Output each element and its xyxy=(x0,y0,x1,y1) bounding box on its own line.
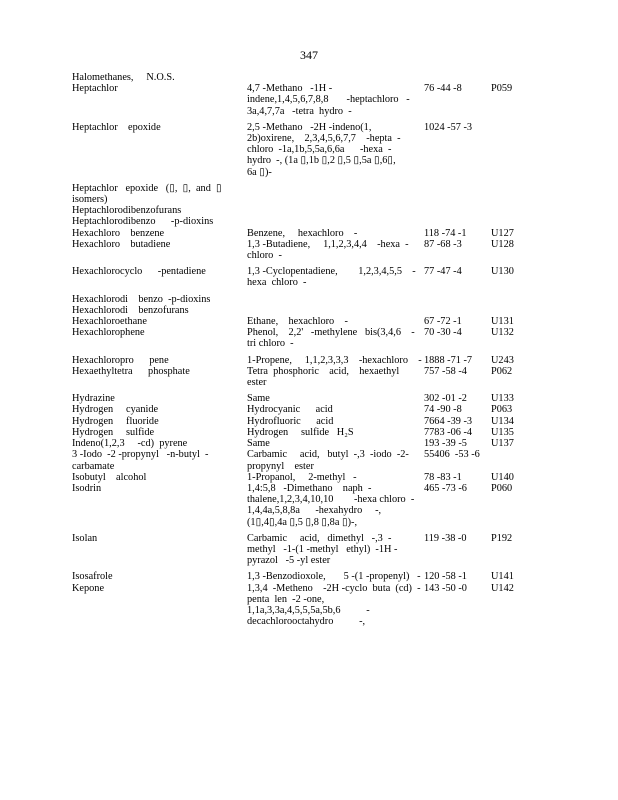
chemical-name-line: Heptachlor xyxy=(72,83,118,95)
table-row xyxy=(72,72,542,83)
cas-number-value: 120 -58 -1 xyxy=(424,571,467,583)
cas-number-value: 193 -39 -5 xyxy=(424,438,467,450)
chemical-abstracts-name xyxy=(247,183,424,205)
chemical-abstracts-name-line: Ethane, hexachloro - xyxy=(247,316,348,328)
page-number: 347 xyxy=(300,48,318,62)
cas-number-value: 302 -01 -2 xyxy=(424,393,467,405)
chemical-name-line: Isobutyl alcohol xyxy=(72,471,147,483)
cas-number xyxy=(424,427,491,438)
cas-number-value: 76 -44 -8 xyxy=(424,83,462,95)
hazardous-waste-code xyxy=(491,83,531,117)
chemical-name xyxy=(72,393,247,404)
cas-number xyxy=(424,183,491,205)
chemical-name-line: Hexachloropro pene xyxy=(72,354,169,366)
hazardous-waste-code xyxy=(491,427,531,438)
chemical-abstracts-name xyxy=(247,305,424,316)
chemical-abstracts-name-line: thalene,1,2,3,4,10,10 -hexa chloro - xyxy=(247,494,415,506)
chemical-abstracts-name-line: Hydrocyanic acid xyxy=(247,404,333,416)
table-row xyxy=(72,355,542,366)
chemical-abstracts-name xyxy=(247,122,424,178)
chemical-table xyxy=(72,72,542,632)
hazardous-waste-code xyxy=(491,205,531,216)
chemical-name-line: Hexachlorocyclo -pentadiene xyxy=(72,266,206,278)
cas-number xyxy=(424,228,491,239)
hazardous-waste-code-value: U243 xyxy=(491,354,514,366)
cas-number xyxy=(424,294,491,305)
chemical-name-line: Hexachlorodi benzo -p-dioxins xyxy=(72,293,211,305)
chemical-abstracts-name-line: Carbamic acid, butyl -,3 -iodo -2- xyxy=(247,449,409,461)
chemical-abstracts-name-line: pyrazol -5 -yl ester xyxy=(247,555,331,567)
cas-number xyxy=(424,216,491,227)
hazardous-waste-code xyxy=(491,266,531,288)
hazardous-waste-code-value: U141 xyxy=(491,571,514,583)
cas-number-value: 67 -72 -1 xyxy=(424,316,462,328)
chemical-abstracts-name-line: 1,4:5,8 -Dimethano naph - xyxy=(247,482,372,494)
chemical-name xyxy=(72,366,247,388)
chemical-name xyxy=(72,305,247,316)
chemical-name xyxy=(72,327,247,349)
hazardous-waste-code xyxy=(491,483,531,528)
chemical-abstracts-name xyxy=(247,449,424,471)
chemical-abstracts-name-line: 2b)oxirene, 2,3,4,5,6,7,7 -hepta - xyxy=(247,133,401,145)
hazardous-waste-code xyxy=(491,294,531,305)
cas-number-value: 55406 -53 -6 xyxy=(424,449,480,461)
hazardous-waste-code-value: U134 xyxy=(491,415,514,427)
chemical-abstracts-name-line: chloro -1a,1b,5,5a,6,6a -hexa - xyxy=(247,144,392,156)
cas-number xyxy=(424,483,491,528)
chemical-abstracts-name xyxy=(247,205,424,216)
chemical-abstracts-name-line: 1,3 -Cyclopentadiene, 1,2,3,4,5,5 - xyxy=(247,266,416,278)
chemical-name xyxy=(72,583,247,628)
hazardous-waste-code-value: U131 xyxy=(491,316,514,328)
chemical-name-line: Heptachlor epoxide xyxy=(72,121,161,133)
chemical-abstracts-name xyxy=(247,393,424,404)
chemical-name xyxy=(72,533,247,567)
chemical-abstracts-name-line: 1-Propanol, 2-methyl - xyxy=(247,471,357,483)
chemical-abstracts-name xyxy=(247,83,424,117)
chemical-abstracts-name-line: methyl -1-(1 -methyl ethyl) -1H - xyxy=(247,543,398,555)
cas-number xyxy=(424,83,491,117)
hazardous-waste-code xyxy=(491,449,531,471)
chemical-abstracts-name-line: hexa chloro - xyxy=(247,277,307,289)
chemical-abstracts-name xyxy=(247,438,424,449)
table-row xyxy=(72,327,542,349)
hazardous-waste-code-value: U130 xyxy=(491,266,514,278)
hazardous-waste-code xyxy=(491,228,531,239)
chemical-name xyxy=(72,122,247,178)
chemical-name-line: Isosafrole xyxy=(72,571,113,583)
table-row xyxy=(72,416,542,427)
cas-number-value: 465 -73 -6 xyxy=(424,482,467,494)
hazardous-waste-code xyxy=(491,239,531,261)
cas-number xyxy=(424,72,491,83)
table-row xyxy=(72,216,542,227)
hazardous-waste-code-value: P059 xyxy=(491,83,513,95)
chemical-abstracts-name xyxy=(247,316,424,327)
table-row xyxy=(72,83,542,117)
hazardous-waste-code-value: P060 xyxy=(491,482,513,494)
cas-number xyxy=(424,472,491,483)
chemical-abstracts-name-line: ester xyxy=(247,377,267,389)
chemical-abstracts-name-line: Tetra phosphoric acid, hexaethyl xyxy=(247,365,400,377)
chemical-name-line: Hexachlorodi benzofurans xyxy=(72,304,189,316)
chemical-abstracts-name-line: 4,7 -Methano -1H - xyxy=(247,83,333,95)
hazardous-waste-code-value: P062 xyxy=(491,365,513,377)
chemical-name xyxy=(72,83,247,117)
cas-number-value: 78 -83 -1 xyxy=(424,471,462,483)
cas-number-value: 87 -68 -3 xyxy=(424,238,462,250)
chemical-abstracts-name xyxy=(247,294,424,305)
chemical-abstracts-name-line: Hydrofluoric acid xyxy=(247,415,334,427)
hazardous-waste-code xyxy=(491,355,531,366)
cas-number xyxy=(424,393,491,404)
table-row xyxy=(72,393,542,404)
cas-number-value: 119 -38 -0 xyxy=(424,532,467,544)
table-row xyxy=(72,305,542,316)
hazardous-waste-code xyxy=(491,305,531,316)
chemical-abstracts-name-line: Carbamic acid, dimethyl -,3 - xyxy=(247,532,392,544)
cas-number xyxy=(424,305,491,316)
cas-number-value: 118 -74 -1 xyxy=(424,227,467,239)
table-row xyxy=(72,427,542,438)
chemical-abstracts-name-line: 2,5 -Methano -2H -indeno(1, xyxy=(247,121,372,133)
chemical-abstracts-name-line: Same xyxy=(247,393,270,405)
chemical-name-line: Hexachlorophene xyxy=(72,327,145,339)
hazardous-waste-code xyxy=(491,583,531,628)
hazardous-waste-code-value: U140 xyxy=(491,471,514,483)
cas-number xyxy=(424,327,491,349)
cas-number-value: 70 -30 -4 xyxy=(424,327,462,339)
chemical-abstracts-name-line: 6a ▯)- xyxy=(247,166,272,178)
chemical-name xyxy=(72,472,247,483)
table-row xyxy=(72,438,542,449)
hazardous-waste-code xyxy=(491,327,531,349)
hazardous-waste-code xyxy=(491,122,531,178)
chemical-name-line: Hexachloroethane xyxy=(72,316,147,328)
table-row xyxy=(72,366,542,388)
chemical-name xyxy=(72,239,247,261)
chemical-abstracts-name-line: 1,4,4a,5,8,8a -hexahydro -, xyxy=(247,505,382,517)
chemical-name-line: Halomethanes, N.O.S. xyxy=(72,72,175,83)
hazardous-waste-code xyxy=(491,472,531,483)
hazardous-waste-code xyxy=(491,316,531,327)
table-row xyxy=(72,404,542,415)
cas-number xyxy=(424,533,491,567)
chemical-name-line: Hexachloro butadiene xyxy=(72,238,171,250)
chemical-abstracts-name-line: Benzene, hexachloro - xyxy=(247,227,358,239)
chemical-abstracts-name-line: chloro - xyxy=(247,250,282,262)
chemical-name-line: Hydrazine xyxy=(72,393,115,405)
chemical-name xyxy=(72,316,247,327)
cas-number xyxy=(424,438,491,449)
chemical-abstracts-name-line: decachlorooctahydro -, xyxy=(247,616,366,628)
chemical-abstracts-name xyxy=(247,416,424,427)
cas-number xyxy=(424,583,491,628)
chemical-name xyxy=(72,416,247,427)
chemical-name xyxy=(72,427,247,438)
chemical-abstracts-name-line: 1,1a,3,3a,4,5,5,5a,5b,6 - xyxy=(247,604,370,616)
table-row xyxy=(72,583,542,628)
chemical-abstracts-name-line: 1,3,4 -Metheno -2H -cyclo buta (cd) - xyxy=(247,582,421,594)
hazardous-waste-code xyxy=(491,216,531,227)
chemical-abstracts-name xyxy=(247,228,424,239)
cas-number-value: 1888 -71 -7 xyxy=(424,354,473,366)
chemical-name xyxy=(72,72,247,83)
table-row xyxy=(72,266,542,288)
chemical-abstracts-name xyxy=(247,533,424,567)
chemical-abstracts-name xyxy=(247,72,424,83)
chemical-abstracts-name xyxy=(247,472,424,483)
hazardous-waste-code-value: U133 xyxy=(491,393,514,405)
chemical-name-line: Hexachloro benzene xyxy=(72,227,165,239)
chemical-abstracts-name xyxy=(247,366,424,388)
table-row xyxy=(72,472,542,483)
chemical-abstracts-name-line: 1-Propene, 1,1,2,3,3,3 -hexachloro - xyxy=(247,354,422,366)
cas-number xyxy=(424,416,491,427)
chemical-abstracts-name-line: propynyl ester xyxy=(247,460,314,472)
chemical-name xyxy=(72,404,247,415)
chemical-name xyxy=(72,483,247,528)
chemical-abstracts-name-line: 3a,4,7,7a -tetra hydro - xyxy=(247,105,352,117)
hazardous-waste-code-value: U128 xyxy=(491,238,514,250)
chemical-abstracts-name-line: Phenol, 2,2' -methylene bis(3,4,6 - xyxy=(247,327,415,339)
table-row xyxy=(72,316,542,327)
chemical-abstracts-name-line: tri chloro - xyxy=(247,338,294,350)
table-row xyxy=(72,228,542,239)
chemical-name xyxy=(72,266,247,288)
hazardous-waste-code-value: U132 xyxy=(491,327,514,339)
hazardous-waste-code xyxy=(491,571,531,582)
chemical-abstracts-name-line: Same xyxy=(247,438,270,450)
chemical-abstracts-name-line: penta len -2 -one, xyxy=(247,593,325,605)
chemical-name xyxy=(72,228,247,239)
chemical-name-line: Hydrogen sulfide xyxy=(72,426,155,438)
table-row xyxy=(72,205,542,216)
cas-number xyxy=(424,366,491,388)
chemical-name-line: 3 -Iodo -2 -propynyl -n-butyl - xyxy=(72,449,209,461)
table-row xyxy=(72,571,542,582)
cas-number xyxy=(424,205,491,216)
cas-number-value: 74 -90 -8 xyxy=(424,404,462,416)
chemical-name xyxy=(72,183,247,205)
chemical-name-line: Indeno(1,2,3 -cd) pyrene xyxy=(72,438,188,450)
cas-number xyxy=(424,355,491,366)
chemical-name-line: Isolan xyxy=(72,532,98,544)
hazardous-waste-code-value: U127 xyxy=(491,227,514,239)
hazardous-waste-code xyxy=(491,183,531,205)
chemical-abstracts-name xyxy=(247,427,424,438)
chemical-abstracts-name xyxy=(247,404,424,415)
chemical-abstracts-name-line: 1,3 -Benzodioxole, 5 -(1 -propenyl) - xyxy=(247,571,421,583)
chemical-name-line: Heptachlorodibenzo -p-dioxins xyxy=(72,216,214,228)
hazardous-waste-code-value: P192 xyxy=(491,532,513,544)
chemical-abstracts-name-line: hydro -, (1a ▯,1b ▯,2 ▯,5 ▯,5a ▯,6▯, xyxy=(247,155,396,167)
cas-number-value: 7783 -06 -4 xyxy=(424,426,473,438)
cas-number-value: 757 -58 -4 xyxy=(424,365,467,377)
chemical-abstracts-name xyxy=(247,355,424,366)
chemical-abstracts-name xyxy=(247,583,424,628)
table-row xyxy=(72,449,542,471)
chemical-name-line: Kepone xyxy=(72,582,105,594)
chemical-name xyxy=(72,571,247,582)
hazardous-waste-code xyxy=(491,533,531,567)
chemical-abstracts-name xyxy=(247,216,424,227)
table-row xyxy=(72,122,542,178)
hazardous-waste-code xyxy=(491,438,531,449)
chemical-name xyxy=(72,294,247,305)
table-row xyxy=(72,239,542,261)
hazardous-waste-code xyxy=(491,393,531,404)
chemical-name-line: carbamate xyxy=(72,460,115,472)
cas-number xyxy=(424,571,491,582)
chemical-abstracts-name xyxy=(247,266,424,288)
chemical-abstracts-name xyxy=(247,483,424,528)
hazardous-waste-code-value: U137 xyxy=(491,438,514,450)
cas-number xyxy=(424,404,491,415)
chemical-name-line: Hydrogen cyanide xyxy=(72,404,159,416)
chemical-abstracts-name-line: (1▯,4▯,4a ▯,5 ▯,8 ▯,8a ▯)-, xyxy=(247,516,358,528)
hazardous-waste-code xyxy=(491,366,531,388)
chemical-name xyxy=(72,449,247,471)
chemical-name xyxy=(72,216,247,227)
chemical-abstracts-name xyxy=(247,239,424,261)
cas-number xyxy=(424,449,491,471)
chemical-name-line: Hexaethyltetra phosphate xyxy=(72,365,190,377)
chemical-name-line: Heptachlorodibenzofurans xyxy=(72,205,182,217)
hazardous-waste-code-value: U135 xyxy=(491,426,514,438)
chemical-name-line: Heptachlor epoxide (▯, ▯, and ▯ xyxy=(72,182,222,194)
chemical-abstracts-name-line: indene,1,4,5,6,7,8,8 -heptachloro - xyxy=(247,94,410,106)
hazardous-waste-code xyxy=(491,72,531,83)
table-row xyxy=(72,533,542,567)
chemical-abstracts-name xyxy=(247,571,424,582)
chemical-abstracts-name-line: 1,3 -Butadiene, 1,1,2,3,4,4 -hexa - xyxy=(247,238,409,250)
table-row xyxy=(72,483,542,528)
chemical-name-line: Isodrin xyxy=(72,482,102,494)
chemical-abstracts-name-line: Hydrogen sulfide H₂S xyxy=(247,426,354,438)
table-row xyxy=(72,183,542,205)
cas-number xyxy=(424,239,491,261)
cas-number-value: 7664 -39 -3 xyxy=(424,415,473,427)
cas-number-value: 1024 -57 -3 xyxy=(424,121,473,133)
hazardous-waste-code xyxy=(491,404,531,415)
hazardous-waste-code-value: U142 xyxy=(491,582,514,594)
chemical-name xyxy=(72,205,247,216)
chemical-name xyxy=(72,438,247,449)
cas-number-value: 77 -47 -4 xyxy=(424,266,462,278)
cas-number-value: 143 -50 -0 xyxy=(424,582,467,594)
chemical-name-line: isomers) xyxy=(72,194,108,206)
chemical-abstracts-name xyxy=(247,327,424,349)
chemical-name xyxy=(72,355,247,366)
cas-number xyxy=(424,266,491,288)
cas-number xyxy=(424,122,491,178)
chemical-name-line: Hydrogen fluoride xyxy=(72,415,159,427)
cas-number xyxy=(424,316,491,327)
hazardous-waste-code xyxy=(491,416,531,427)
table-row xyxy=(72,294,542,305)
hazardous-waste-code-value: P063 xyxy=(491,404,513,416)
